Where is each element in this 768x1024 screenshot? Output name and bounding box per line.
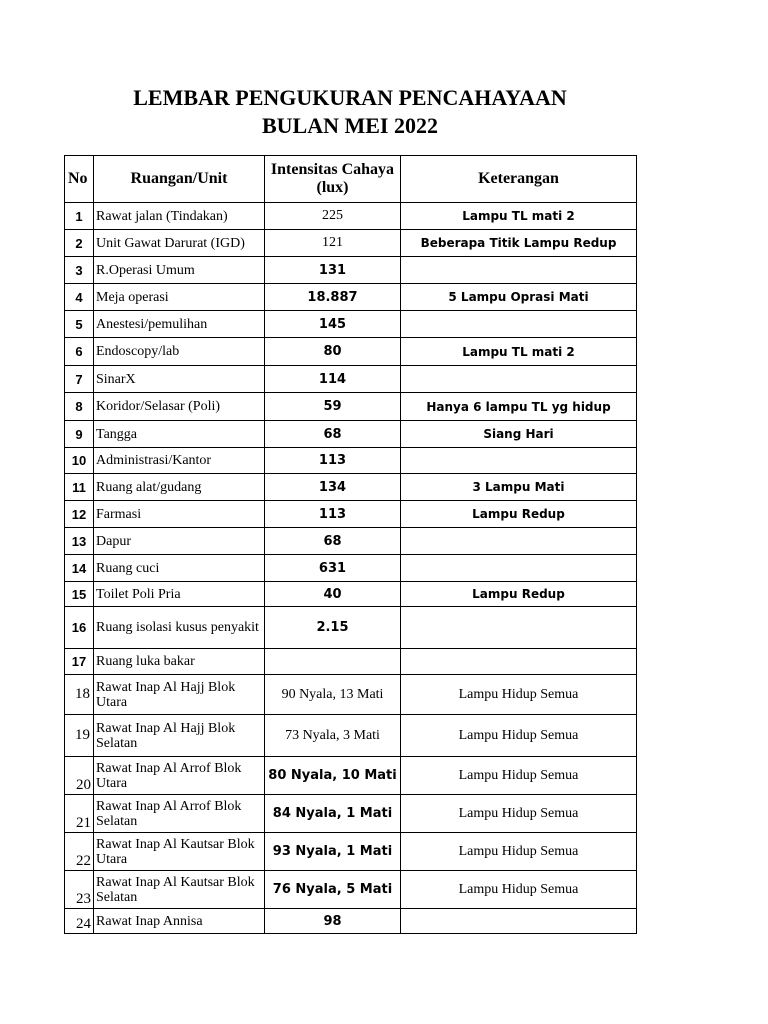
table-row [65, 757, 637, 795]
row-note: Lampu Hidup Semua [401, 715, 637, 757]
row-value: 80 Nyala, 10 Mati [265, 757, 401, 795]
table-row [65, 421, 637, 448]
row-note [401, 448, 637, 474]
table-row [65, 649, 637, 675]
row-room: Rawat Inap Annisa [94, 909, 265, 934]
row-note [401, 311, 637, 338]
row-room: Ruang alat/gudang [94, 474, 265, 501]
row-value: 225 [265, 203, 401, 230]
row-value: 121 [265, 230, 401, 257]
row-value: 631 [265, 555, 401, 582]
table-row [65, 284, 637, 311]
table-header-row [65, 156, 637, 203]
row-no: 21 [65, 795, 94, 833]
row-room: Rawat Inap Al Kautsar Blok Selatan [94, 871, 265, 909]
row-no: 15 [65, 582, 94, 607]
row-value: 134 [265, 474, 401, 501]
row-note [401, 607, 637, 649]
table-row [65, 230, 637, 257]
row-no: 22 [65, 833, 94, 871]
row-room: Ruang cuci [94, 555, 265, 582]
lighting-measurement-table [64, 155, 637, 934]
row-value: 113 [265, 501, 401, 528]
table-row [65, 311, 637, 338]
row-no: 20 [65, 757, 94, 795]
row-value: 68 [265, 421, 401, 448]
row-room: Meja operasi [94, 284, 265, 311]
row-note: Lampu Hidup Semua [401, 871, 637, 909]
row-room: Tangga [94, 421, 265, 448]
row-no: 16 [65, 607, 94, 649]
table-row [65, 871, 637, 909]
row-no: 9 [65, 421, 94, 448]
row-room: Endoscopy/lab [94, 338, 265, 366]
row-no: 23 [65, 871, 94, 909]
header-intensity: Intensitas Cahaya (lux) [265, 156, 401, 203]
row-note: 3 Lampu Mati [401, 474, 637, 501]
row-note [401, 649, 637, 675]
row-value: 59 [265, 393, 401, 421]
row-value: 68 [265, 528, 401, 555]
row-value: 98 [265, 909, 401, 934]
row-room: SinarX [94, 366, 265, 393]
row-note: Lampu TL mati 2 [401, 203, 637, 230]
row-value: 145 [265, 311, 401, 338]
row-value: 40 [265, 582, 401, 607]
row-note: 5 Lampu Oprasi Mati [401, 284, 637, 311]
row-room: Ruang isolasi kusus penyakit [94, 607, 265, 649]
row-room: Rawat Inap Al Arrof Blok Selatan [94, 795, 265, 833]
document-subtitle: BULAN MEI 2022 [261, 113, 438, 138]
row-room: Anestesi/pemulihan [94, 311, 265, 338]
table-row [65, 393, 637, 421]
header-note: Keterangan [401, 156, 637, 203]
row-no: 2 [65, 230, 94, 257]
row-no: 19 [65, 715, 94, 757]
table-row [65, 366, 637, 393]
row-value: 113 [265, 448, 401, 474]
row-no: 4 [65, 284, 94, 311]
row-room: Ruang luka bakar [94, 649, 265, 675]
row-room: Koridor/Selasar (Poli) [94, 393, 265, 421]
row-room: Dapur [94, 528, 265, 555]
row-room: Rawat Inap Al Hajj Blok Selatan [94, 715, 265, 757]
row-note [401, 528, 637, 555]
table-row [65, 607, 637, 649]
table-row [65, 675, 637, 715]
row-no: 11 [65, 474, 94, 501]
row-note: Lampu Redup [401, 582, 637, 607]
row-no: 10 [65, 448, 94, 474]
row-no: 17 [65, 649, 94, 675]
table-row [65, 474, 637, 501]
row-value: 84 Nyala, 1 Mati [265, 795, 401, 833]
table-row [65, 501, 637, 528]
row-note [401, 909, 637, 934]
row-no: 18 [65, 675, 94, 715]
row-note: Siang Hari [401, 421, 637, 448]
table-row [65, 715, 637, 757]
row-value: 76 Nyala, 5 Mati [265, 871, 401, 909]
row-value: 2.15 [265, 607, 401, 649]
table-row [65, 448, 637, 474]
row-note: Lampu Redup [401, 501, 637, 528]
row-room: Rawat Inap Al Arrof Blok Utara [94, 757, 265, 795]
row-room: Rawat jalan (Tindakan) [94, 203, 265, 230]
row-no: 5 [65, 311, 94, 338]
row-no: 24 [65, 909, 94, 934]
row-no: 6 [65, 338, 94, 366]
row-note: Lampu Hidup Semua [401, 757, 637, 795]
row-value: 93 Nyala, 1 Mati [265, 833, 401, 871]
row-no: 12 [65, 501, 94, 528]
row-room: Toilet Poli Pria [94, 582, 265, 607]
row-note: Lampu Hidup Semua [401, 795, 637, 833]
row-room: Unit Gawat Darurat (IGD) [94, 230, 265, 257]
table-row [65, 555, 637, 582]
table-row [65, 338, 637, 366]
header-room: Ruangan/Unit [94, 156, 265, 203]
table-row [65, 582, 637, 607]
row-note: Beberapa Titik Lampu Redup [401, 230, 637, 257]
table-row [65, 528, 637, 555]
row-no: 8 [65, 393, 94, 421]
row-note [401, 257, 637, 284]
row-no: 1 [65, 203, 94, 230]
table-row [65, 203, 637, 230]
row-value: 90 Nyala, 13 Mati [265, 675, 401, 715]
row-note [401, 366, 637, 393]
row-value: 114 [265, 366, 401, 393]
table-row [65, 257, 637, 284]
row-note: Lampu TL mati 2 [401, 338, 637, 366]
table-row [65, 909, 637, 934]
header-no: No [65, 156, 94, 203]
row-value: 73 Nyala, 3 Mati [265, 715, 401, 757]
table-row [65, 833, 637, 871]
row-value: 80 [265, 338, 401, 366]
row-no: 3 [65, 257, 94, 284]
row-no: 14 [65, 555, 94, 582]
row-room: Rawat Inap Al Hajj Blok Utara [94, 675, 265, 715]
table-row [65, 795, 637, 833]
row-room: Administrasi/Kantor [94, 448, 265, 474]
row-no: 13 [65, 528, 94, 555]
row-note: Lampu Hidup Semua [401, 675, 637, 715]
row-value: 18.887 [265, 284, 401, 311]
row-note: Lampu Hidup Semua [401, 833, 637, 871]
row-room: R.Operasi Umum [94, 257, 265, 284]
row-note [401, 555, 637, 582]
row-no: 7 [65, 366, 94, 393]
row-note: Hanya 6 lampu TL yg hidup [401, 393, 637, 421]
row-room: Rawat Inap Al Kautsar Blok Utara [94, 833, 265, 871]
row-value [265, 649, 401, 675]
row-room: Farmasi [94, 501, 265, 528]
row-value: 131 [265, 257, 401, 284]
document-title: LEMBAR PENGUKURAN PENCAHAYAAN [133, 85, 567, 110]
